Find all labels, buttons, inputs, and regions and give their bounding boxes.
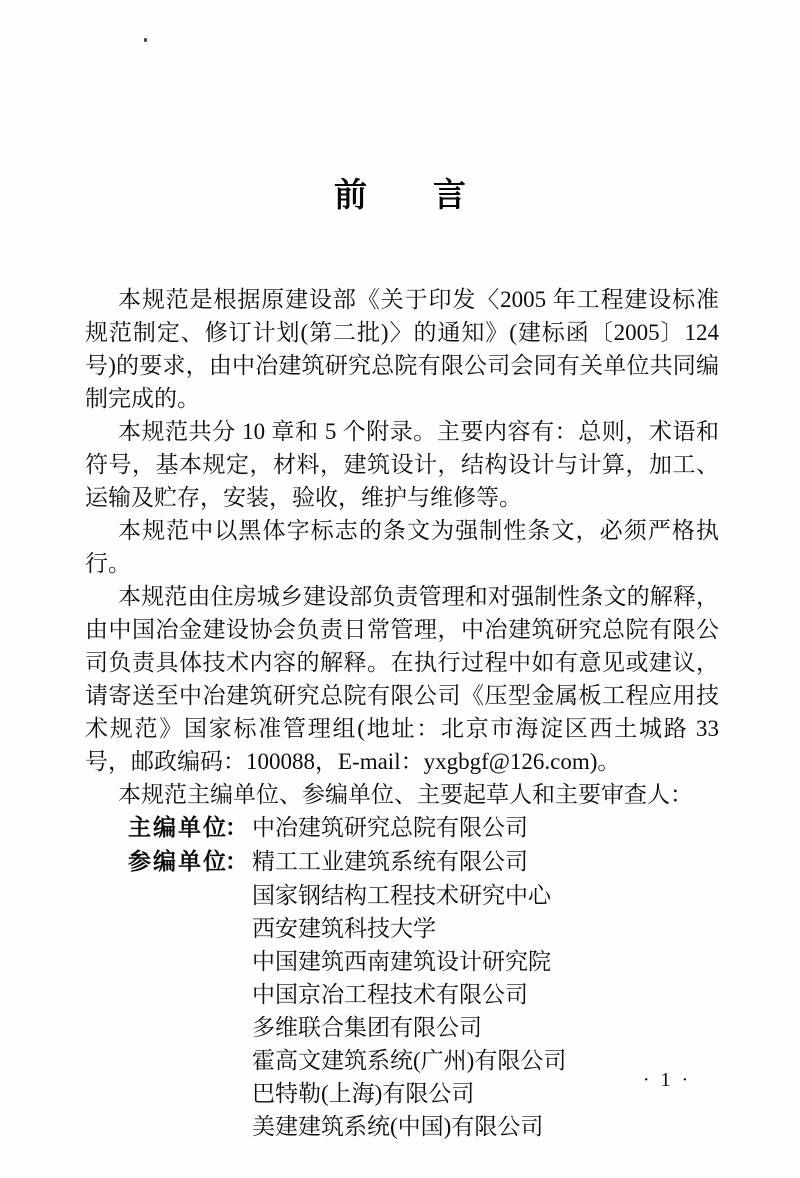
paragraph-basis: 本规范是根据原建设部《关于印发〈2005 年工程建设标准规范制定、修订计划(第二批)〉的通知》(建标函〔2005〕124 号)的要求，由中冶建筑研究总院有限公司会同有关单位共同编制完成的。 [85, 287, 719, 411]
page-title: 前 言 [334, 175, 466, 214]
participating-org: 中国京冶工程技术有限公司 [252, 982, 528, 1007]
participating-org: 精工工业建筑系统有限公司 [252, 849, 528, 874]
participating-editor-label: 参 编 单 位： [128, 849, 248, 875]
paragraph-contents: 本规范共分 10 章和 5 个附录。主要内容有：总则，术语和符号，基本规定，材料，建筑设计，结构设计与计算，加工、运输及贮存，安装，验收，维护与维修等。 [85, 419, 719, 510]
document-body [85, 283, 719, 1143]
participating-org: 巴特勒(上海)有限公司 [252, 1081, 475, 1106]
participating-org: 霍高文建筑系统(广州)有限公司 [252, 1048, 567, 1073]
participating-org: 中国建筑西南建筑设计研究院 [252, 949, 551, 974]
paragraph-mandatory-clauses: 本规范中以黑体字标志的条文为强制性条文，必须严格执行。 [85, 518, 719, 576]
participating-org: 西安建筑科技大学 [252, 916, 436, 941]
participating-org: 美建建筑系统(中国)有限公司 [252, 1114, 544, 1139]
scan-artifact [144, 38, 147, 42]
chief-editor-line [85, 811, 719, 845]
participating-org: 多维联合集团有限公司 [252, 1015, 482, 1040]
participating-org: 国家钢结构工程技术研究中心 [252, 883, 551, 908]
paragraph-administration: 本规范由住房城乡建设部负责管理和对强制性条文的解释，由中国冶金建设协会负责日常管理，中冶建筑研究总院有限公司负责具体技术内容的解释。在执行过程中如有意见或建议，请寄送至中冶建筑研究总院有限公司《压型金属板工程应用技术规范》国家标准管理组(地址：北京市海淀区西土城路 33 号，邮政编码：100088，E-mail：yxgbgf@126.com)。 [85, 584, 719, 774]
chief-editor-label: 主 编 单 位： [128, 815, 248, 841]
participating-editor-line [85, 845, 719, 879]
chief-editor-org: 中冶建筑研究总院有限公司 [252, 815, 528, 840]
paragraph-editors-intro: 本规范主编单位、参编单位、主要起草人和主要审查人： [118, 782, 693, 807]
page-number: · 1 · [642, 1069, 692, 1091]
